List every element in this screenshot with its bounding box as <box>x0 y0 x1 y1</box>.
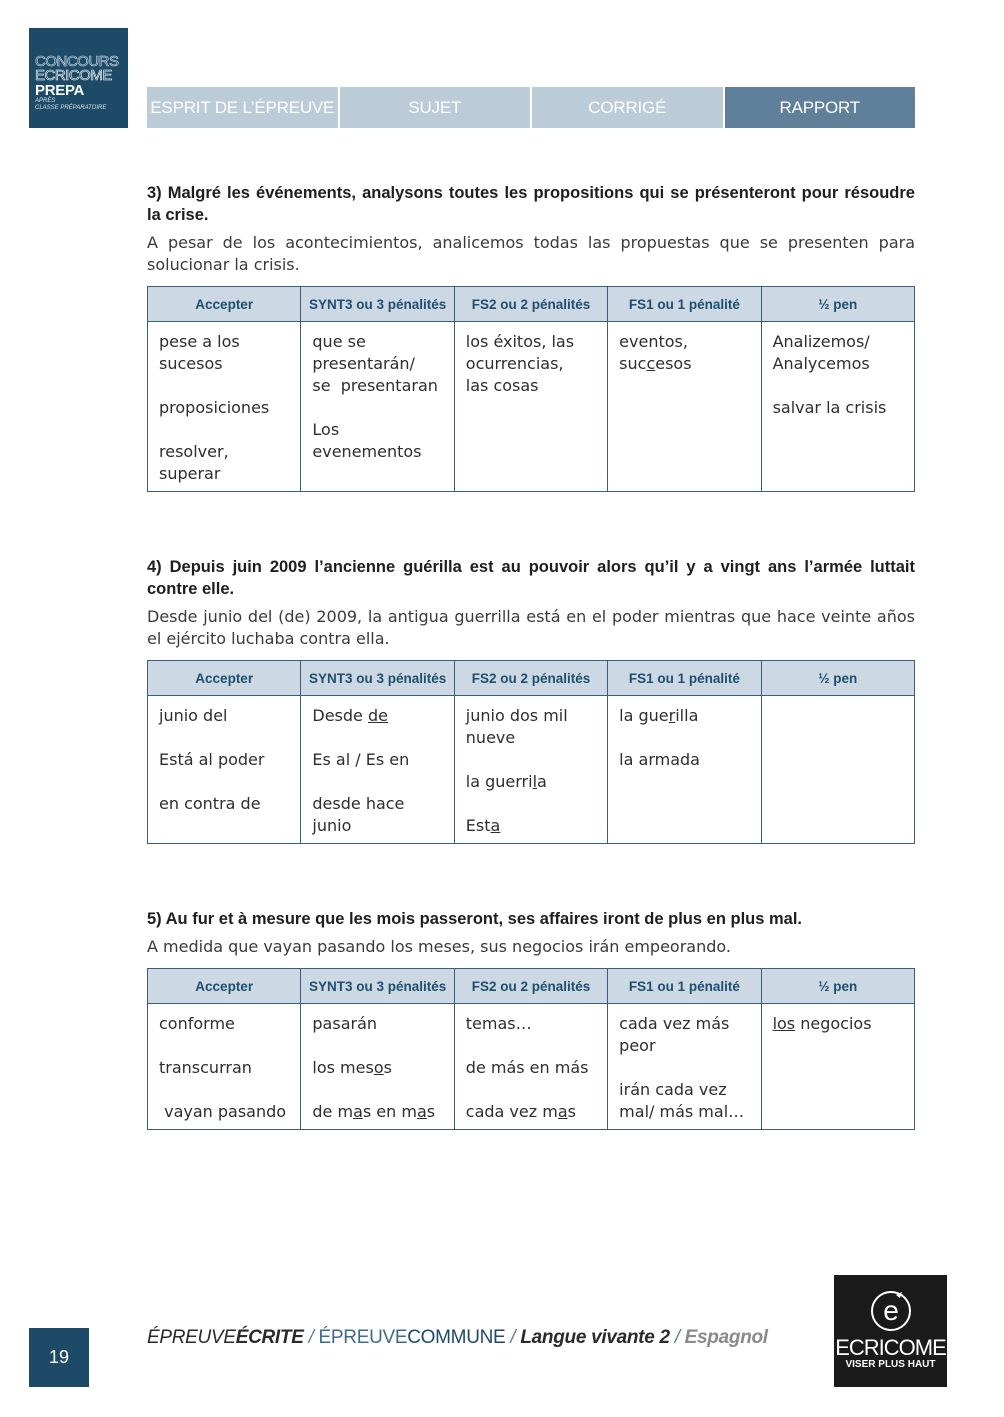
table-cell <box>148 696 301 844</box>
cell-entry: Analizemos/ Analycemos <box>772 332 870 373</box>
table-cell <box>148 322 301 492</box>
column-header: FS1 ou 1 pénalité <box>608 969 761 1004</box>
tab-rapport[interactable]: RAPPORT <box>725 87 916 128</box>
footer-ecrite: ÉCRITE <box>235 1327 304 1348</box>
cell-entry: los mesos <box>312 1058 392 1077</box>
concours-ecricome-prepa-logo <box>29 28 128 128</box>
table-cell <box>454 696 607 844</box>
cell-entry: desde hace junio <box>312 794 405 835</box>
column-header: FS2 ou 2 pénalités <box>454 661 607 696</box>
cell-entry: la armada <box>619 750 700 769</box>
cell-entry: conforme <box>159 1014 235 1033</box>
table-row <box>148 322 915 492</box>
footer-espagnol: Espagnol <box>684 1327 768 1348</box>
logo-line-concours: CONCOURS <box>35 53 119 70</box>
table-row <box>148 1004 915 1130</box>
footer-epreuve-2: ÉPREUVE <box>318 1327 408 1348</box>
column-header: Accepter <box>148 287 301 322</box>
section-tabs <box>147 87 915 128</box>
grading-table <box>147 968 915 1130</box>
cell-entry: salvar la crisis <box>772 398 887 417</box>
footer-commune: COMMUNE <box>407 1327 506 1348</box>
cell-entry: eventos, <box>619 332 688 351</box>
cell-entry: pese a los sucesos <box>159 332 240 373</box>
table-cell <box>454 1004 607 1130</box>
brand-name: ECRICOME <box>835 1335 946 1360</box>
table-cell <box>608 696 761 844</box>
cell-entry: los negocios <box>772 1014 872 1033</box>
cell-entry: vayan pasando <box>159 1102 287 1121</box>
logo-line-prepa: PREPA <box>35 82 85 99</box>
question-4 <box>147 556 915 844</box>
cell-entry: irán cada vez mal/ más mal… <box>619 1080 745 1121</box>
column-header: ½ pen <box>761 287 914 322</box>
cell-entry: la guerilla <box>619 706 699 725</box>
table-cell <box>761 696 914 844</box>
table-cell <box>608 322 761 492</box>
tab-esprit[interactable]: ESPRIT DE L’ÉPREUVE <box>147 87 338 128</box>
cell-entry: de más en más <box>465 1058 589 1077</box>
cell-entry: la guerrila <box>465 772 547 791</box>
cell-entry: cada vez mas <box>465 1102 576 1121</box>
footer-separator: / <box>303 1327 319 1348</box>
cell-entry: transcurran <box>159 1058 252 1077</box>
question-spanish: Desde junio del (de) 2009, la antigua guerrilla está en el poder mientras que hace veinte años el ejército luchaba contra ella. <box>147 607 915 648</box>
footer-langue: Langue vivante 2 <box>520 1327 670 1348</box>
question-5 <box>147 908 915 1130</box>
cell-entry: resolver, superar <box>159 442 229 483</box>
question-spanish: A pesar de los acontecimientos, analicemos todas las propuestas que se presenten para solucionar la crisis. <box>147 233 915 274</box>
question-french: 4) Depuis juin 2009 l’ancienne guérilla est au pouvoir alors qu’il y a vingt ans l’armée luttait contre elle. <box>147 558 915 598</box>
table-cell <box>301 322 454 492</box>
column-header: FS2 ou 2 pénalités <box>454 287 607 322</box>
table-cell <box>761 322 914 492</box>
ecricome-e-icon <box>869 1289 913 1333</box>
page-number: 19 <box>29 1328 89 1387</box>
question-3 <box>147 182 915 492</box>
column-header: SYNT3 ou 3 pénalités <box>301 661 454 696</box>
cell-entry: Esta <box>465 816 501 835</box>
column-header: SYNT3 ou 3 pénalités <box>301 969 454 1004</box>
grading-table <box>147 286 915 492</box>
cell-entry: en contra de <box>159 794 261 813</box>
cell-entry: Es al / Es en <box>312 750 410 769</box>
cell-entry: junio dos mil nueve <box>465 706 568 747</box>
table-cell <box>301 696 454 844</box>
table-cell <box>454 322 607 492</box>
cell-entry: temas… <box>465 1014 532 1033</box>
ecricome-brand-logo <box>834 1275 947 1387</box>
logo-line-apres: APRÈS <box>35 98 56 104</box>
tab-sujet[interactable]: SUJET <box>340 87 531 128</box>
footer-separator: / <box>669 1327 685 1348</box>
cell-entry: proposiciones <box>159 398 270 417</box>
column-header: ½ pen <box>761 969 914 1004</box>
question-french: 5) Au fur et à mesure que les mois passeront, ses affaires iront de plus en plus mal. <box>147 910 803 928</box>
cell-entry: los éxitos, las ocurrencias, las cosas <box>465 332 575 395</box>
question-french: 3) Malgré les événements, analysons toutes les propositions qui se présenteront pour résoudre la crise. <box>147 184 915 224</box>
column-header: FS1 ou 1 pénalité <box>608 287 761 322</box>
table-cell <box>608 1004 761 1130</box>
footer-separator: / <box>505 1327 521 1348</box>
table-cell <box>301 1004 454 1130</box>
column-header: FS1 ou 1 pénalité <box>608 661 761 696</box>
cell-entry: Los evenementos <box>312 420 422 461</box>
logo-line-ecricome: ECRICOME <box>35 67 112 84</box>
cell-entry: Desde de <box>312 706 388 725</box>
column-header: ½ pen <box>761 661 914 696</box>
footer-title <box>147 1327 768 1349</box>
cell-entry: junio del <box>159 706 228 725</box>
tab-corrige[interactable]: CORRIGÉ <box>532 87 723 128</box>
table-cell <box>761 1004 914 1130</box>
footer-epreuve: ÉPREUVE <box>147 1327 236 1348</box>
cell-entry: que se presentarán/ se presentaran <box>312 332 438 395</box>
cell-entry: succesos <box>619 354 692 373</box>
cell-entry: Está al poder <box>159 750 265 769</box>
column-header: Accepter <box>148 661 301 696</box>
cell-entry: pasarán <box>312 1014 378 1033</box>
column-header: SYNT3 ou 3 pénalités <box>301 287 454 322</box>
svg-text:e: e <box>882 1295 899 1326</box>
logo-line-classe: CLASSE PRÉPARATOIRE <box>35 105 107 111</box>
cell-entry: cada vez más peor <box>619 1014 730 1055</box>
table-row <box>148 696 915 844</box>
question-spanish: A medida que vayan pasando los meses, sus negocios irán empeorando. <box>147 937 731 956</box>
column-header: Accepter <box>148 969 301 1004</box>
brand-tagline: VISER PLUS HAUT <box>845 1359 936 1370</box>
cell-entry: de mas en mas <box>312 1102 436 1121</box>
table-cell <box>148 1004 301 1130</box>
column-header: FS2 ou 2 pénalités <box>454 969 607 1004</box>
grading-table <box>147 660 915 844</box>
